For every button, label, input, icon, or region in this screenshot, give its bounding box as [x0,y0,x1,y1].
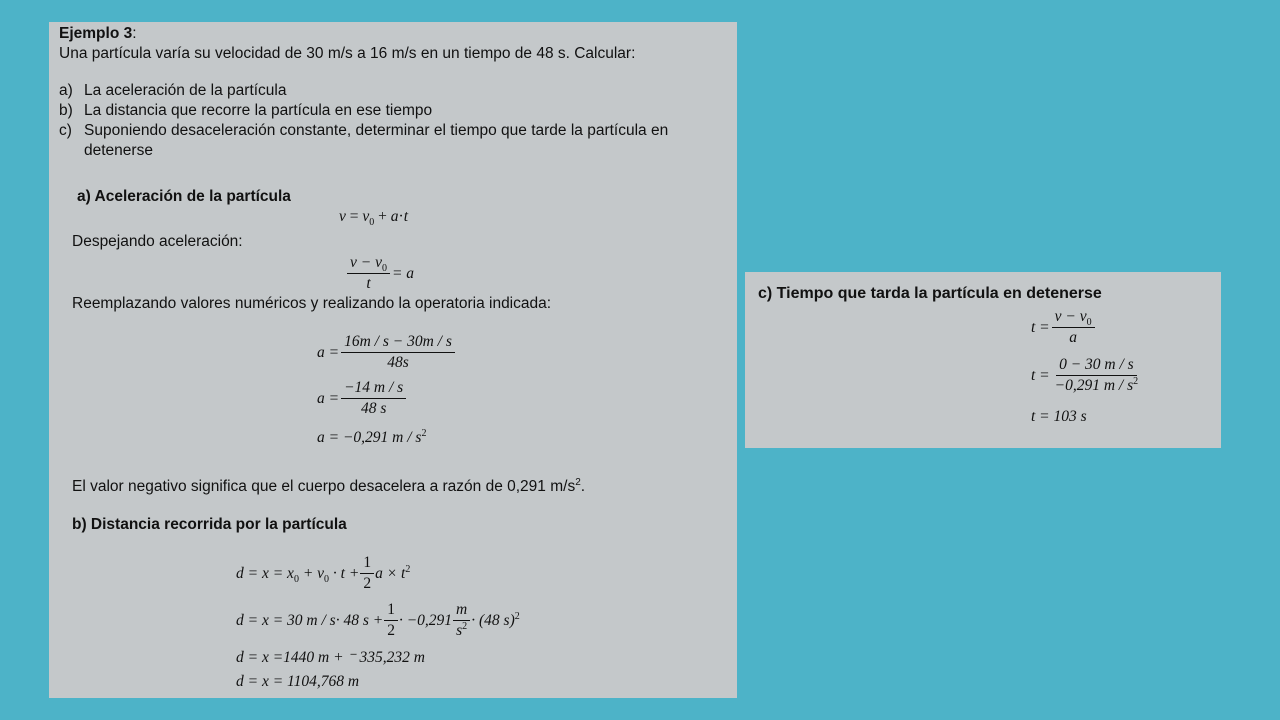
right-document-panel [745,272,1221,448]
reemplazando-text: Reemplazando valores numéricos y realizando la operatoria indicada: [72,295,552,312]
equation-velocity: $v = v_0 + a\cdot t$ [339,208,409,229]
part-c-heading: c) Tiempo que tarda la partícula en detenerse [758,285,1102,302]
list-item-a: a) La aceleración de la partícula [59,82,287,99]
equation-distance-values: d = x = 30 m / s· 48 s + $\frac{1}{2}$ · −0,291 $\frac{m}{s^2}$ · (48 s)$^2$ [236,601,520,639]
part-b-heading: b) Distancia recorrida por la partícula [72,516,347,533]
equation-distance-partial: d = x =1440 m + ⁻ 335,232 m [236,649,425,666]
conclusion-text: El valor negativo significa que el cuerpo desacelera a razón de 0,291 $m/s^2$. [72,476,586,495]
equation-time-formula: t = $\frac{v - v_0}{a}$ [1031,308,1097,347]
equation-acceleration-result: a = −0,291 m / $s^2$ [317,427,427,446]
equation-distance-result: d = x = 1104,768 m [236,673,360,690]
left-document-panel [49,22,737,698]
despejando-text: Despejando aceleración: [72,233,243,250]
problem-statement: Una partícula varía su velocidad de 30 m/s a 16 m/s en un tiempo de 48 s. Calcular: [59,45,636,62]
equation-acceleration-values: a = $\frac{16m / s - 30m / s}{48s}$ [317,333,457,372]
equation-time-result: t = 103 s [1031,408,1087,425]
equation-acceleration-fraction: $\frac{v - v_0}{t}$ = a [345,254,414,293]
list-item-c: c) Suponiendo desaceleración constante, determinar el tiempo que tarde la partícula en [59,122,669,139]
list-item-c-continuation: detenerse [84,142,153,159]
equation-acceleration-simplified: a = $\frac{-14 m / s}{48 s}$ [317,379,408,418]
equation-time-values: t = $\frac{0 - 30 m / s}{-0,291 m / s^2}$ [1031,356,1139,394]
list-item-b: b) La distancia que recorre la partícula en ese tiempo [59,102,433,119]
example-title: Ejemplo 3: [59,25,137,42]
part-a-heading: a) Aceleración de la partícula [77,188,291,205]
equation-distance-formula: $d = x = x_0 + v_0 \cdot t$ + $\frac{1}{2}$ $a \times t^2$ [236,554,411,592]
